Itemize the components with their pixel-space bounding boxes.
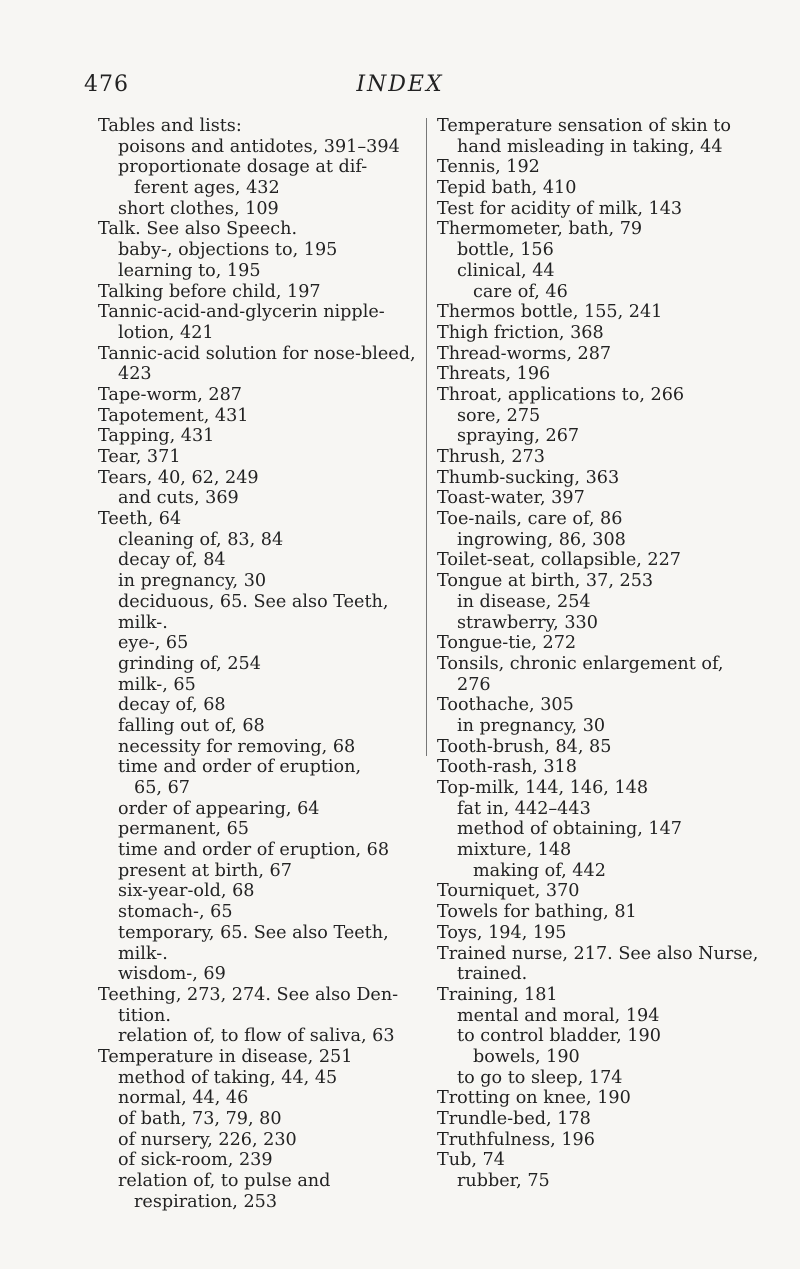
index-subentry: respiration, 253 — [134, 1191, 278, 1212]
index-subentry: six-year-old, 68 — [118, 881, 255, 902]
index-subentry: falling out of, 68 — [118, 715, 265, 736]
index-entry: Tepid bath, 410 — [437, 178, 577, 199]
index-subentry: decay of, 68 — [118, 695, 226, 716]
index-entry: Thread-worms, 287 — [437, 343, 612, 364]
index-entry: Tannic-acid-and-glycerin nipple- — [98, 302, 385, 323]
index-subentry: of bath, 73, 79, 80 — [118, 1109, 282, 1129]
index-subentry: milk-. — [118, 612, 168, 633]
index-entry: Talk. See also Speech. — [98, 219, 298, 240]
index-subentry: in disease, 254 — [457, 591, 591, 612]
index-subentry: 423 — [118, 364, 152, 385]
index-entry: Teeth, 64 — [98, 509, 182, 530]
index-subentry: sore, 275 — [457, 405, 541, 426]
index-subentry: permanent, 65 — [118, 819, 249, 840]
index-entry: Thermos bottle, 155, 241 — [437, 302, 663, 323]
index-entry: Thrush, 273 — [437, 447, 545, 467]
index-entry: Throat, applications to, 266 — [437, 384, 685, 405]
index-entry: Trundle-bed, 178 — [437, 1109, 591, 1129]
index-entry: Towels for bathing, 81 — [437, 902, 637, 923]
index-subentry: present at birth, 67 — [118, 860, 292, 881]
index-subentry: 276 — [457, 674, 491, 695]
index-entry: Temperature in disease, 251 — [98, 1046, 353, 1067]
index-entry: Tannic-acid solution for nose-bleed, — [98, 343, 416, 364]
index-subentry: spraying, 267 — [457, 426, 580, 447]
index-subentry: trained. — [457, 964, 528, 985]
index-subentry: learning to, 195 — [118, 260, 261, 281]
index-subentry: stomach-, 65 — [118, 902, 233, 923]
index-subentry: tition. — [118, 1005, 171, 1026]
index-subentry: deciduous, 65. See also Teeth, — [118, 591, 389, 612]
index-entry: Toe-nails, care of, 86 — [437, 509, 623, 530]
index-entry: Thumb-sucking, 363 — [437, 467, 620, 488]
index-subentry: and cuts, 369 — [118, 488, 239, 509]
index-subentry: ferent ages, 432 — [134, 178, 280, 199]
index-entry: Tape-worm, 287 — [98, 384, 242, 405]
index-subentry: hand misleading in taking, 44 — [457, 136, 723, 157]
index-entry: Temperature sensation of skin to — [437, 116, 731, 136]
index-subentry: temporary, 65. See also Teeth, — [118, 922, 389, 943]
index-entry: Tonsils, chronic enlargement of, — [437, 653, 724, 674]
index-subentry: mental and moral, 194 — [457, 1005, 660, 1026]
index-entry: Tables and lists: — [98, 116, 242, 136]
index-subentry: poisons and antidotes, 391–394 — [118, 136, 400, 157]
index-subentry: of sick-room, 239 — [118, 1150, 273, 1171]
index-column-right — [437, 116, 759, 1192]
index-entry: Toys, 194, 195 — [437, 922, 567, 943]
index-entry: Teething, 273, 274. See also Den- — [98, 984, 399, 1005]
index-subentry: cleaning of, 83, 84 — [118, 529, 284, 550]
index-subentry: bottle, 156 — [457, 240, 554, 261]
index-entry: Tapotement, 431 — [98, 405, 249, 426]
index-subentry: 65, 67 — [134, 778, 190, 798]
index-subentry: normal, 44, 46 — [118, 1088, 249, 1109]
page-number: 476 — [84, 72, 129, 97]
index-subentry: strawberry, 330 — [457, 612, 598, 633]
index-subentry: grinding of, 254 — [118, 653, 261, 674]
index-entry: Thermometer, bath, 79 — [437, 219, 643, 240]
index-subentry: bowels, 190 — [473, 1046, 580, 1067]
index-entry: Tooth-rash, 318 — [437, 757, 577, 778]
index-subentry: method of obtaining, 147 — [457, 819, 682, 840]
index-entry: Threats, 196 — [437, 364, 551, 385]
index-subentry: relation of, to pulse and — [118, 1171, 331, 1192]
index-subentry: lotion, 421 — [118, 322, 214, 343]
index-subentry: method of taking, 44, 45 — [118, 1067, 338, 1088]
index-entry: Top-milk, 144, 146, 148 — [437, 778, 649, 798]
index-subentry: clinical, 44 — [457, 260, 555, 281]
running-head: INDEX — [356, 72, 444, 97]
index-subentry: baby-, objections to, 195 — [118, 240, 338, 261]
index-entry: Tongue at birth, 37, 253 — [437, 571, 654, 592]
index-subentry: eye-, 65 — [118, 633, 189, 654]
index-subentry: ingrowing, 86, 308 — [457, 529, 626, 550]
index-subentry: to go to sleep, 174 — [457, 1067, 623, 1088]
index-entry: Toast-water, 397 — [437, 488, 585, 509]
index-entry: Talking before child, 197 — [98, 281, 321, 302]
index-subentry: milk-. — [118, 943, 168, 964]
index-subentry: rubber, 75 — [457, 1171, 550, 1192]
index-subentry: relation of, to flow of saliva, 63 — [118, 1026, 395, 1047]
column-divider — [426, 118, 427, 756]
index-entry: Toothache, 305 — [437, 695, 574, 716]
index-entry: Toilet-seat, collapsible, 227 — [437, 550, 682, 571]
index-subentry: decay of, 84 — [118, 550, 226, 571]
index-subentry: wisdom-, 69 — [118, 964, 226, 985]
index-subentry: in pregnancy, 30 — [118, 571, 267, 592]
index-entry: Thigh friction, 368 — [437, 322, 604, 343]
index-subentry: time and order of eruption, 68 — [118, 840, 390, 861]
index-subentry: care of, 46 — [473, 281, 568, 302]
index-subentry: in pregnancy, 30 — [457, 715, 606, 736]
index-entry: Tear, 371 — [98, 447, 181, 467]
page-header — [84, 72, 716, 102]
index-subentry: milk-, 65 — [118, 674, 196, 695]
index-entry: Trotting on knee, 190 — [437, 1088, 631, 1109]
index-subentry: necessity for removing, 68 — [118, 736, 356, 757]
index-entry: Tongue-tie, 272 — [437, 633, 577, 654]
index-entry: Tooth-brush, 84, 85 — [437, 736, 612, 757]
index-subentry: making of, 442 — [473, 860, 606, 881]
index-subentry: to control bladder, 190 — [457, 1026, 661, 1047]
index-subentry: fat in, 442–443 — [457, 798, 591, 819]
index-subentry: mixture, 148 — [457, 840, 572, 861]
index-entry: Tourniquet, 370 — [437, 881, 580, 902]
index-entry: Truthfulness, 196 — [437, 1129, 595, 1150]
index-subentry: time and order of eruption, — [118, 757, 362, 778]
index-subentry: short clothes, 109 — [118, 198, 279, 219]
index-entry: Test for acidity of milk, 143 — [437, 198, 683, 219]
index-subentry: order of appearing, 64 — [118, 798, 320, 819]
index-column-left — [98, 116, 418, 1212]
index-entry: Tapping, 431 — [98, 426, 215, 447]
index-entry: Training, 181 — [437, 984, 558, 1005]
index-subentry: proportionate dosage at dif- — [118, 157, 368, 178]
index-entry: Trained nurse, 217. See also Nurse, — [437, 943, 759, 964]
index-entry: Tears, 40, 62, 249 — [98, 467, 259, 488]
index-entry: Tub, 74 — [437, 1150, 505, 1171]
index-entry: Tennis, 192 — [437, 157, 540, 178]
index-subentry: of nursery, 226, 230 — [118, 1129, 297, 1150]
